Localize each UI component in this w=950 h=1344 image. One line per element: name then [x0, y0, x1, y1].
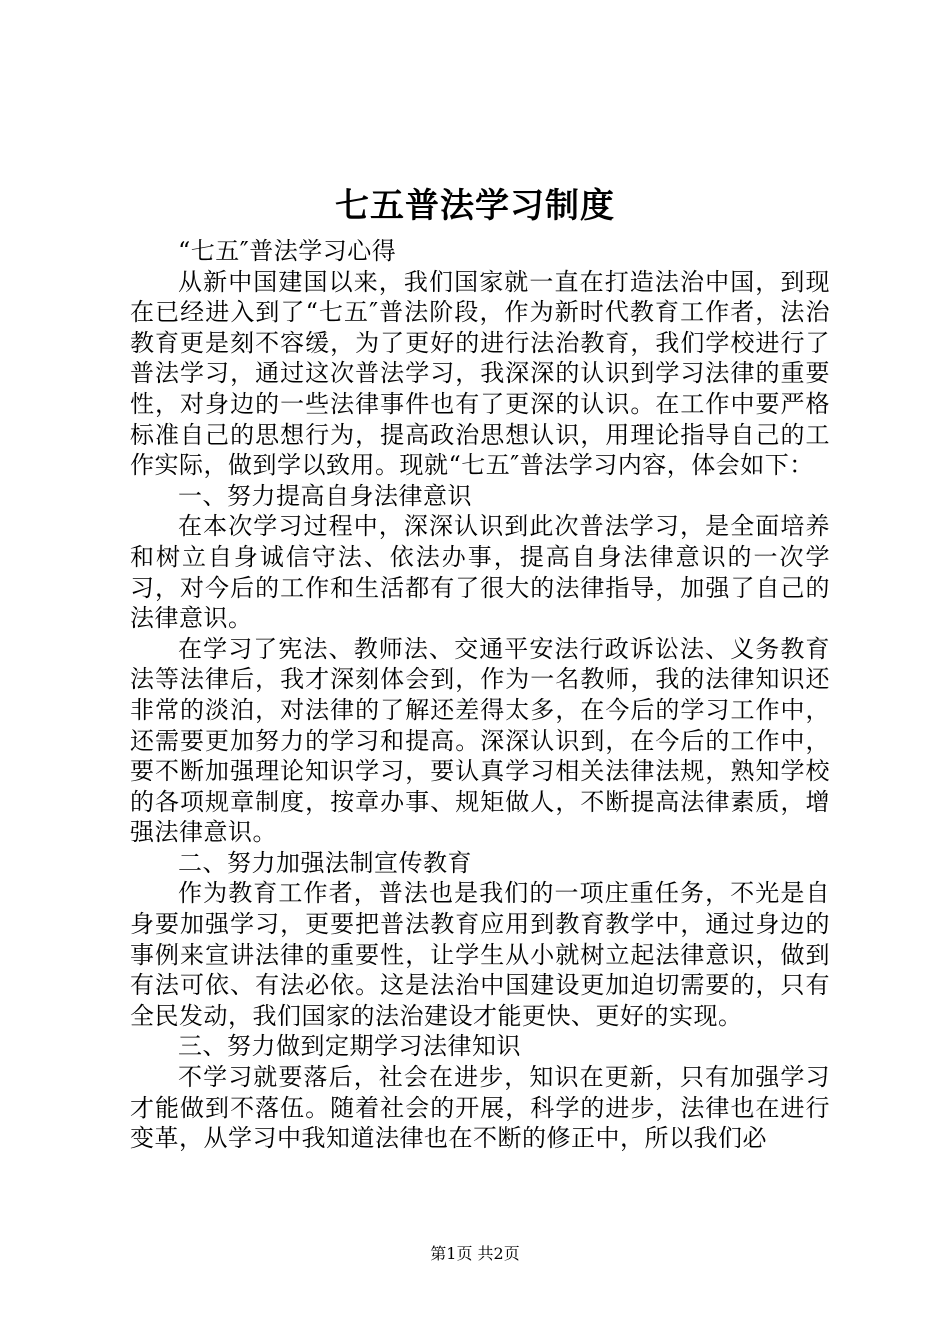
subtitle-paragraph: “七五″普法学习心得 — [178, 237, 397, 265]
page-footer: 第1页 共2页 — [430, 1244, 520, 1263]
section-1-paragraph-1: 在本次学习过程中，深深认识到此次普法学习，是全面培养和树立自身诚信守法、依法办事，提高自身法律意识的一次学习，对今后的工作和生活都有了很大的法律指导，加强了自己的法律意识。 — [130, 512, 830, 633]
section-heading-1: 一、努力提高自身法律意识 — [178, 481, 472, 510]
intro-paragraph: 从新中国建国以来，我们国家就一直在打造法治中国，到现在已经进入到了“七五″普法阶段，作为新时代教育工作者，法治教育更是刻不容缓，为了更好的进行法治教育，我们学校进行了普法学习，通过这次普法学习，我深深的认识到学习法律的重要性，对身边的一些法律事件也有了更深的认识。在工作中要严格标准自己的思想行为，提高政治思想认识，用理论指导自己的工作实际，做到学以致用。现就“七五″普法学习内容，体会如下： — [130, 267, 830, 480]
section-1-paragraph-2: 在学习了宪法、教师法、交通平安法行政诉讼法、义务教育法等法律后，我才深刻体会到，作为一名教师，我的法律知识还非常的淡泊，对法律的了解还差得太多，在今后的学习工作中，还需要更加努力的学习和提高。深深认识到，在今后的工作中，要不断加强理论知识学习，要认真学习相关法律法规，熟知学校的各项规章制度，按章办事、规矩做人，不断提高法律素质，增强法律意识。 — [130, 634, 830, 847]
section-3-paragraph: 不学习就要落后，社会在进步，知识在更新，只有加强学习才能做到不落伍。随着社会的开展，科学的进步，法律也在进行变革，从学习中我知道法律也在不断的修正中，所以我们必 — [130, 1063, 830, 1153]
document-body — [130, 236, 830, 1154]
document-title: 七五普法学习制度 — [335, 186, 615, 226]
section-2-paragraph: 作为教育工作者，普法也是我们的一项庄重任务，不光是自身要加强学习，更要把普法教育应用到教育教学中，通过身边的事例来宣讲法律的重要性，让学生从小就树立起法律意识，做到有法可依、有法必依。这是法治中国建设更加迫切需要的，只有全民发动，我们国家的法治建设才能更快、更好的实现。 — [130, 879, 830, 1030]
section-heading-2: 二、努力加强法制宣传教育 — [178, 848, 472, 877]
section-heading-3: 三、努力做到定期学习法律知识 — [178, 1032, 521, 1061]
